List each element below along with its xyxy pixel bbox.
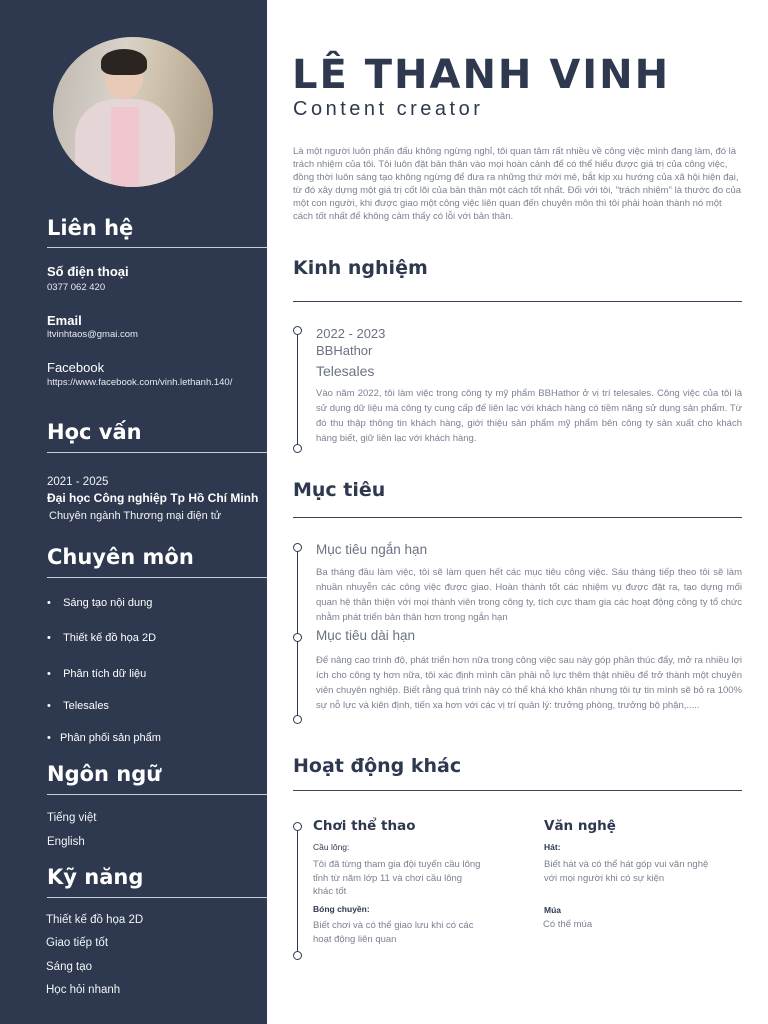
arts-title: Văn nghệ <box>544 818 616 834</box>
arts-text-dance: Có thể múa <box>543 919 593 930</box>
candidate-role: Content creator <box>293 98 484 120</box>
education-major: Chuyên ngành Thương mại điện tử <box>49 510 222 522</box>
sports-text-badminton: Tôi đã từng tham gia đội tuyển cầu lông tỉnh từ năm lớp 11 và chơi cầu lông khác tốt <box>313 859 481 897</box>
skill-item: Giao tiếp tốt <box>46 937 109 949</box>
arts-label-dance: Múa <box>544 905 561 915</box>
timeline-dot <box>293 444 302 453</box>
language-item: Tiếng việt <box>47 812 97 824</box>
goals-divider <box>293 517 742 518</box>
education-divider <box>47 452 267 453</box>
expertise-item: • Sáng tạo nội dung <box>47 597 153 609</box>
activities-timeline <box>297 827 298 956</box>
long-goal-title: Mục tiêu dài hạn <box>316 628 416 643</box>
sports-text-volleyball: Biết chơi và có thể giao lưu khi có các hoạt động liên quan <box>313 920 474 945</box>
expertise-item: • Phân phối sản phẩm <box>47 732 161 744</box>
intro-paragraph: Là một người luôn phấn đấu không ngừng nghỉ, tôi quan tâm rất nhiều về công việc mình đang làm, đó là trách nhiệm của tôi. Tôi luôn đặt bản thân vào mọi hoàn cảnh để có thể hiểu được giá trị của công việc, đồng thời luôn sáng tạo không ngừng để đưa ra những thứ mới mẻ, bắt kịp xu hướng của xã hội hiện đại, từ đó xây dựng một giá trị cốt lõi của bản thân một cách tốt nhất. Đối với tôi, "trách nhiệm" là thước đo của một con người, khi được giao một công việc liên quan đến chuyên môn thì tôi phải hoàn thành nó một cách tốt nhất để không cảm thấy có lỗi với bản thân. <box>293 146 742 222</box>
avatar <box>53 37 213 187</box>
skill-item: Học hỏi nhanh <box>46 984 121 996</box>
sports-title: Chơi thể thao <box>313 818 416 834</box>
email-label: Email <box>47 313 82 328</box>
phone-value: 0377 062 420 <box>47 282 106 293</box>
expertise-item: • Telesales <box>47 700 109 712</box>
education-school: Đại học Công nghiệp Tp Hồ Chí Minh <box>47 491 259 505</box>
candidate-name: LÊ THANH VINH <box>292 52 671 98</box>
experience-description: Vào năm 2022, tôi làm việc trong công ty mỹ phẩm BBHathor ở vị trí telesales. Công việc của tôi là sử dụng dữ liệu mà công ty cung cấp để liên lạc với khách hàng có tiềm năng sử dụng sản phẩm. Từ đó thu thập thông tin khách hàng, giới thiệu sản phẩm mỹ phẩm bên công ty sản xuất cho khách hàng biết, giữ liên lạc với khách hàng. <box>316 388 742 444</box>
short-goal-text: Ba tháng đầu làm việc, tôi sẽ làm quen hết các mục tiêu công việc. Sáu tháng tiếp theo tôi sẽ làm nhuần nhuyễn các công việc được giao. Hoàn thành tốt các nhiệm vụ được đặt ra, tạo dựng mối quan hệ thân thiện với mọi thành viên trong công ty, tích cực tham gia các hoạt động công ty tổ chức nhằm phát triển bản thân hơn trong ngắn hạn <box>316 567 742 623</box>
email-value[interactable]: ltvinhtaos@gmai.com <box>47 329 138 340</box>
timeline-dot <box>293 715 302 724</box>
contact-heading: Liên hệ <box>47 216 134 240</box>
expertise-divider <box>47 577 267 578</box>
activities-divider <box>293 790 742 791</box>
expertise-heading: Chuyên môn <box>47 545 194 569</box>
timeline-dot <box>293 543 302 552</box>
experience-years: 2022 - 2023 <box>316 326 386 341</box>
skill-item: Sáng tạo <box>46 961 93 973</box>
sports-label-volleyball: Bóng chuyền: <box>313 904 370 914</box>
education-heading: Học vấn <box>47 420 142 444</box>
experience-divider <box>293 301 742 302</box>
experience-heading: Kinh nghiệm <box>293 257 428 279</box>
goals-heading: Mục tiêu <box>293 479 386 501</box>
skills-divider <box>47 897 267 898</box>
skill-item: Thiết kế đồ họa 2D <box>46 914 144 926</box>
sports-label-badminton: Cầu lông: <box>313 842 350 852</box>
arts-text-singing: Biết hát và có thể hát góp vui văn nghệ với mọi người khi có sự kiện <box>544 859 709 884</box>
skills-heading: Kỹ năng <box>47 865 144 889</box>
expertise-item: • Thiết kế đồ họa 2D <box>47 632 157 644</box>
timeline-dot <box>293 633 302 642</box>
activities-heading: Hoạt động khác <box>293 755 462 777</box>
expertise-item: • Phân tích dữ liệu <box>47 668 147 680</box>
experience-position: Telesales <box>316 363 375 379</box>
arts-label-singing: Hát: <box>544 842 561 852</box>
timeline-dot <box>293 822 302 831</box>
short-goal-title: Mục tiêu ngắn hạn <box>316 542 428 557</box>
long-goal-text: Để nâng cao trình độ, phát triển hơn nữa trong công việc sau này góp phần thúc đẩy, mở ra nhiều lợi ích cho công ty hơn nữa, tôi xác định mình cần phải nỗ lực thêm thật nhiều để trở thành một chuyên viên chuyên nghiệp. Biết rằng quá trình này có thể khá khó khăn nhưng tôi tự tin mình sẽ bỏ ra 100% sự nỗ lực và kiên định, tiến xa hơn với các vị trí quản lý: trưởng phòng, trưởng bộ phận,..... <box>316 655 742 711</box>
timeline-dot <box>293 951 302 960</box>
languages-divider <box>47 794 267 795</box>
contact-divider <box>47 247 267 248</box>
facebook-link[interactable]: https://www.facebook.com/vinh.lethanh.140/ <box>47 377 233 388</box>
phone-label: Số điện thoại <box>47 264 129 279</box>
experience-company: BBHathor <box>316 343 373 358</box>
education-years: 2021 - 2025 <box>47 476 109 488</box>
sidebar <box>0 0 267 1024</box>
experience-timeline <box>297 333 298 449</box>
timeline-dot <box>293 326 302 335</box>
language-item: English <box>47 836 85 848</box>
languages-heading: Ngôn ngữ <box>47 762 162 786</box>
facebook-label: Facebook <box>47 360 105 375</box>
